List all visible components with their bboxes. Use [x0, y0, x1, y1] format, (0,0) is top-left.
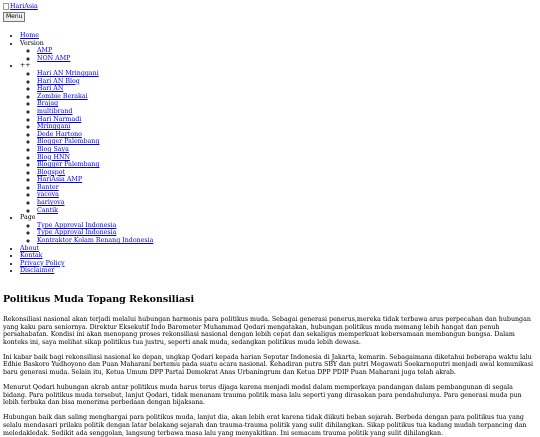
more-submenu-link[interactable]: Blogger Palembang: [37, 138, 100, 146]
more-submenu-link[interactable]: Banter: [37, 183, 59, 191]
more-submenu-item: [37, 191, 537, 199]
more-submenu-item: [37, 169, 537, 177]
more-submenu-item: [37, 176, 537, 184]
nav-link-privacy-policy[interactable]: Privacy Policy: [20, 259, 65, 267]
more-submenu-link[interactable]: multibrand: [37, 107, 73, 115]
version-submenu-item: [37, 55, 537, 63]
more-submenu-item: [37, 138, 537, 146]
more-submenu-link[interactable]: Cantik: [37, 206, 58, 214]
nav-link-kontak[interactable]: Kontak: [20, 252, 43, 260]
more-submenu-item: [37, 146, 537, 154]
article-paragraph: Rekonsiliasi nasional akan terjadi melalui hubungan harmonis para politikus muda. Sebagai generasi penerus,mereka tidak terbawa arus perpecahan dan hubungan yang kaku para seniornya. Direktur Eksekutif Indo Barometer Muhammad Qodari mengatakan, hubungan politikus muda memang lebih hangat dan penuh persahabatan. Kondisi ini akan menopang proses rekonsiliasi nasional dengan lebih cepat dan sekaligus memperkuat kebersamaan membangun bangsa. Dalam konteks ini, saya melihat sikap politikus tua justru, seperti anak muda, sedangkan politikus muda lebih dewasa.: [3, 316, 531, 346]
article-paragraph: Ini kabar baik bagi rekonsiliasi nasional ke depan, ungkap Qodari kepada harian Seputar Indonesia di Jakarta, kemarin. Sebagaimana diketahui beberapa waktu lalu Edhie Baskoro Yudhoyono dan Puan Maharani bertemu pada suatu acara nasional. Kehadiran putra SBY dan putri Megawati Soekarnoputri menjadi awal komunikasi baru generasi muda. Selain itu, Ketua Umum DPP Partai Demokrat Anas Urbaningrum dan Ketua DPP PDIP Puan Maharani juga telah akrab.: [3, 353, 533, 377]
nav-link-about[interactable]: About: [20, 244, 39, 252]
site-logo-alt: HariAsia: [10, 3, 38, 10]
version-submenu: [20, 47, 537, 62]
article-body: [3, 316, 537, 437]
more-submenu-item: [37, 93, 537, 101]
more-submenu-link[interactable]: Hari AN Mringgani: [37, 69, 99, 77]
more-submenu-link[interactable]: Hari AN: [37, 85, 64, 93]
version-submenu-item: [37, 47, 537, 55]
more-submenu-item: [37, 70, 537, 78]
nav-item-home: [20, 32, 537, 40]
page-submenu-link[interactable]: Type Approval Indonesia: [37, 221, 117, 229]
more-submenu-link[interactable]: HariAsia AMP: [37, 176, 83, 184]
version-submenu-link[interactable]: NON AMP: [37, 54, 71, 62]
article-paragraph: Hubungan baik dan saling menghargai para politikus muda, lanjut dia, akan lebih erat karena tidak diikuti beban sejarah. Berbeda dengan para politikus tua yang selalu mendasari prilaku politik dengan latar belakang sejarah dan trauma-trauma politik yang sulit dihilangkan. Sikap politikus tua kadang mudah terpancing dan meledakledak. Sedikit ada senggolan, langsung terbawa masa lalu yang menyakitkan. Ini semacam trauma politik yang sulit dihilangkan.: [3, 414, 527, 437]
more-submenu-link[interactable]: yacova: [37, 191, 59, 199]
page-submenu: [20, 222, 537, 245]
nav-label-more: ++: [20, 62, 31, 70]
more-submenu-link[interactable]: Dede Hartono: [37, 130, 82, 138]
nav-item-privacy: [20, 260, 537, 268]
more-submenu-item: [37, 161, 537, 169]
more-submenu-link[interactable]: Mringgani: [37, 123, 71, 131]
nav-item-version: [20, 40, 537, 63]
more-submenu-link[interactable]: Hari AN Blog: [37, 77, 80, 85]
more-submenu-item: [37, 199, 537, 207]
more-submenu-item: [37, 85, 537, 93]
nav-link-home[interactable]: Home: [20, 32, 39, 39]
page-submenu-item: [37, 229, 537, 237]
more-submenu-link[interactable]: Blogspot: [37, 168, 66, 176]
more-submenu-item: [37, 131, 537, 139]
more-submenu-item: [37, 207, 537, 215]
more-submenu-item: [37, 100, 537, 108]
more-submenu-link[interactable]: Blogger Palembang: [37, 161, 100, 169]
version-submenu-link[interactable]: AMP: [37, 47, 53, 55]
page-submenu-link[interactable]: Kontraktor Kolam Renang Indonesia: [37, 237, 154, 245]
site-logo-link[interactable]: [3, 3, 537, 11]
more-submenu-link[interactable]: Zombie Berakai: [37, 92, 88, 100]
more-submenu-item: [37, 108, 537, 116]
page-submenu-link[interactable]: Type Approval Indonesia: [37, 229, 117, 237]
broken-image-icon: [3, 3, 9, 10]
page-submenu-item: [37, 222, 537, 230]
nav-label-page: Page: [20, 214, 36, 222]
nav-item-page: [20, 214, 537, 244]
more-submenu-item: [37, 123, 537, 131]
more-submenu: [20, 70, 537, 214]
nav-item-about: [20, 245, 537, 253]
more-submenu-item: [37, 116, 537, 124]
more-submenu-item: [37, 154, 537, 162]
page-submenu-item: [37, 237, 537, 245]
nav-label-version: Version: [20, 39, 44, 47]
menu-button[interactable]: Menu: [3, 12, 25, 22]
nav-item-disclaimer: [20, 267, 537, 275]
article-paragraph: Menurut Qodari hubungan akrab antar politikus muda harus terus dijaga karena menjadi modal dalam memperkaya pandangan dalam pembangunan di segala bidang. Para politikus muda tersebut, lanjut Qodari, tidak menanam trauma politik masa lalu seperti yang dirasakan para pendahulunya. Para generasi muda pun lebih terbuka dan bisa menerima perbedaan dengan bijaksana.: [3, 384, 522, 407]
more-submenu-link[interactable]: Hari Narmadi: [37, 115, 82, 123]
nav-link-disclaimer[interactable]: Disclaimer: [20, 267, 55, 275]
more-submenu-link[interactable]: hariyova: [37, 199, 65, 207]
more-submenu-item: [37, 184, 537, 192]
more-submenu-link[interactable]: Brajag: [37, 100, 59, 108]
more-submenu-item: [37, 78, 537, 86]
nav-item-more: [20, 62, 537, 214]
article-title: Politikus Muda Topang Rekonsiliasi: [3, 294, 195, 305]
more-submenu-link[interactable]: Blog HNN: [37, 153, 70, 161]
more-submenu-link[interactable]: Blog Saya: [37, 145, 69, 153]
main-nav: [3, 32, 537, 275]
nav-item-kontak: [20, 252, 537, 260]
